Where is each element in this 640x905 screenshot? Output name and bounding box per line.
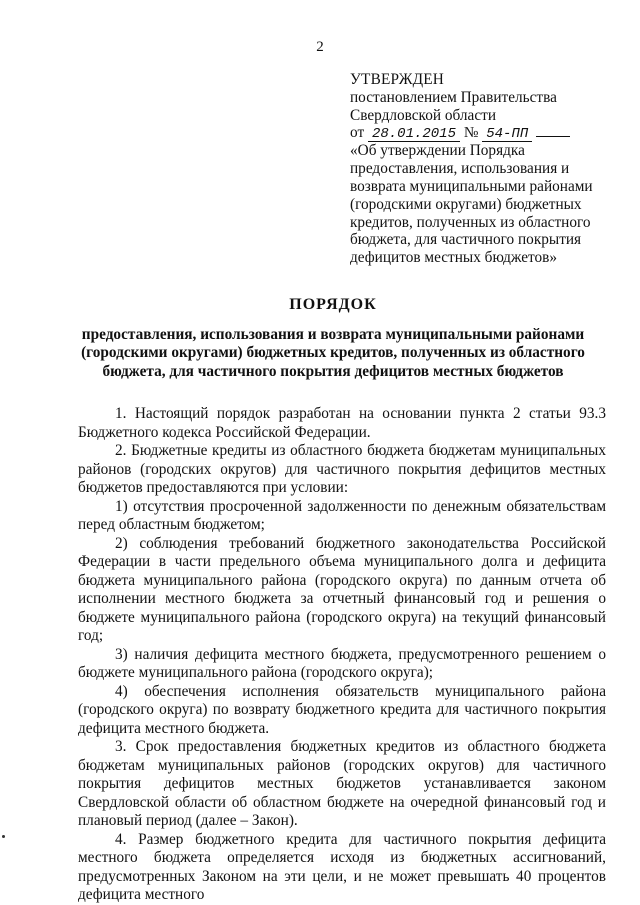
approval-subject-line: кредитов, полученных из областного — [350, 213, 591, 231]
number-prefix: № — [463, 124, 479, 142]
date-prefix: от — [350, 124, 365, 142]
document-subtitle-line: бюджета, для частичного покрытия дефицитов местных бюджетов — [102, 362, 564, 380]
paragraph-1: 1. Настоящий порядок разработан на основании пункта 2 статьи 93.3 Бюджетного кодекса Российской Федерации. — [78, 405, 606, 441]
document-subtitle-line: предоставления, использования и возврата муниципальными районами — [81, 325, 585, 343]
document-title: ПОРЯДОК — [289, 296, 377, 313]
approval-date: 28.01.2015 — [368, 127, 460, 142]
approval-heading: УТВЕРЖДЕН — [350, 71, 445, 88]
approval-subject-line: дефицитов местных бюджетов» — [350, 249, 558, 267]
page-number: 2 — [316, 39, 324, 55]
paragraph-4: 4. Размер бюджетного кредита для частичного покрытия дефицита местного бюджета определяется исходя из бюджетных ассигнований, предусмотренных Законом на эти цели, и не может превышать 40 процентов дефицита местного — [78, 830, 606, 903]
condition-4: 4) обеспечения исполнения обязательств муниципального района (городского округа) по возврату бюджетного кредита для частичного покрытия дефицита местного бюджета. — [78, 682, 606, 737]
approval-subject-line: возврата муниципальными районами — [350, 177, 593, 195]
condition-3: 3) наличия дефицита местного бюджета, предусмотренного решением о бюджете муниципального района (городского округа); — [78, 645, 606, 681]
approval-subject-line: (городскими округами) бюджетных — [350, 195, 582, 213]
document-subtitle-line: (городскими округами) бюджетных кредитов, полученных из областного — [81, 344, 585, 361]
approval-subject-line: предоставления, использования и — [350, 160, 570, 178]
scan-margin-mark — [2, 835, 5, 838]
document-body — [78, 405, 606, 905]
approval-line-1: постановлением Правительства — [350, 88, 557, 106]
approval-date-line — [350, 124, 610, 142]
approval-number: 54-ПП — [482, 127, 532, 142]
approval-subject-line: «Об утверждении Порядка — [350, 142, 525, 160]
condition-2: 2) соблюдения требований бюджетного законодательства Российской Федерации в части предельного объема муниципального долга и дефицита бюджета муниципального района (городского округа) по данным отчета об исполнении местного бюджета за отчетный финансовый год и решения о бюджете муниципального района (городского округа) на текущий финансовый год; — [78, 534, 606, 644]
approval-line-2: Свердловской области — [350, 106, 497, 124]
approval-subject-line: бюджета, для частичного покрытия — [350, 231, 582, 249]
paragraph-3: 3. Срок предоставления бюджетных кредитов из областного бюджета бюджетам муниципальных районов (городских округов) для частичного покрытия дефицитов местных бюджетов устанавливается законом Свердловской области об областном бюджете на очередной финансовый год и плановый период (далее – Закон). — [78, 738, 606, 829]
condition-1: 1) отсутствия просроченной задолженности по денежным обязательствам перед областным бюджетом; — [78, 497, 606, 533]
document-title-block — [78, 296, 588, 381]
number-fill-line — [536, 124, 570, 137]
approval-stamp-block — [350, 71, 610, 267]
paragraph-2: 2. Бюджетные кредиты из областного бюджета бюджетам муниципальных районов (городских округов) для частичного покрытия дефицитов местных бюджетов предоставляются при условии: — [78, 442, 606, 496]
